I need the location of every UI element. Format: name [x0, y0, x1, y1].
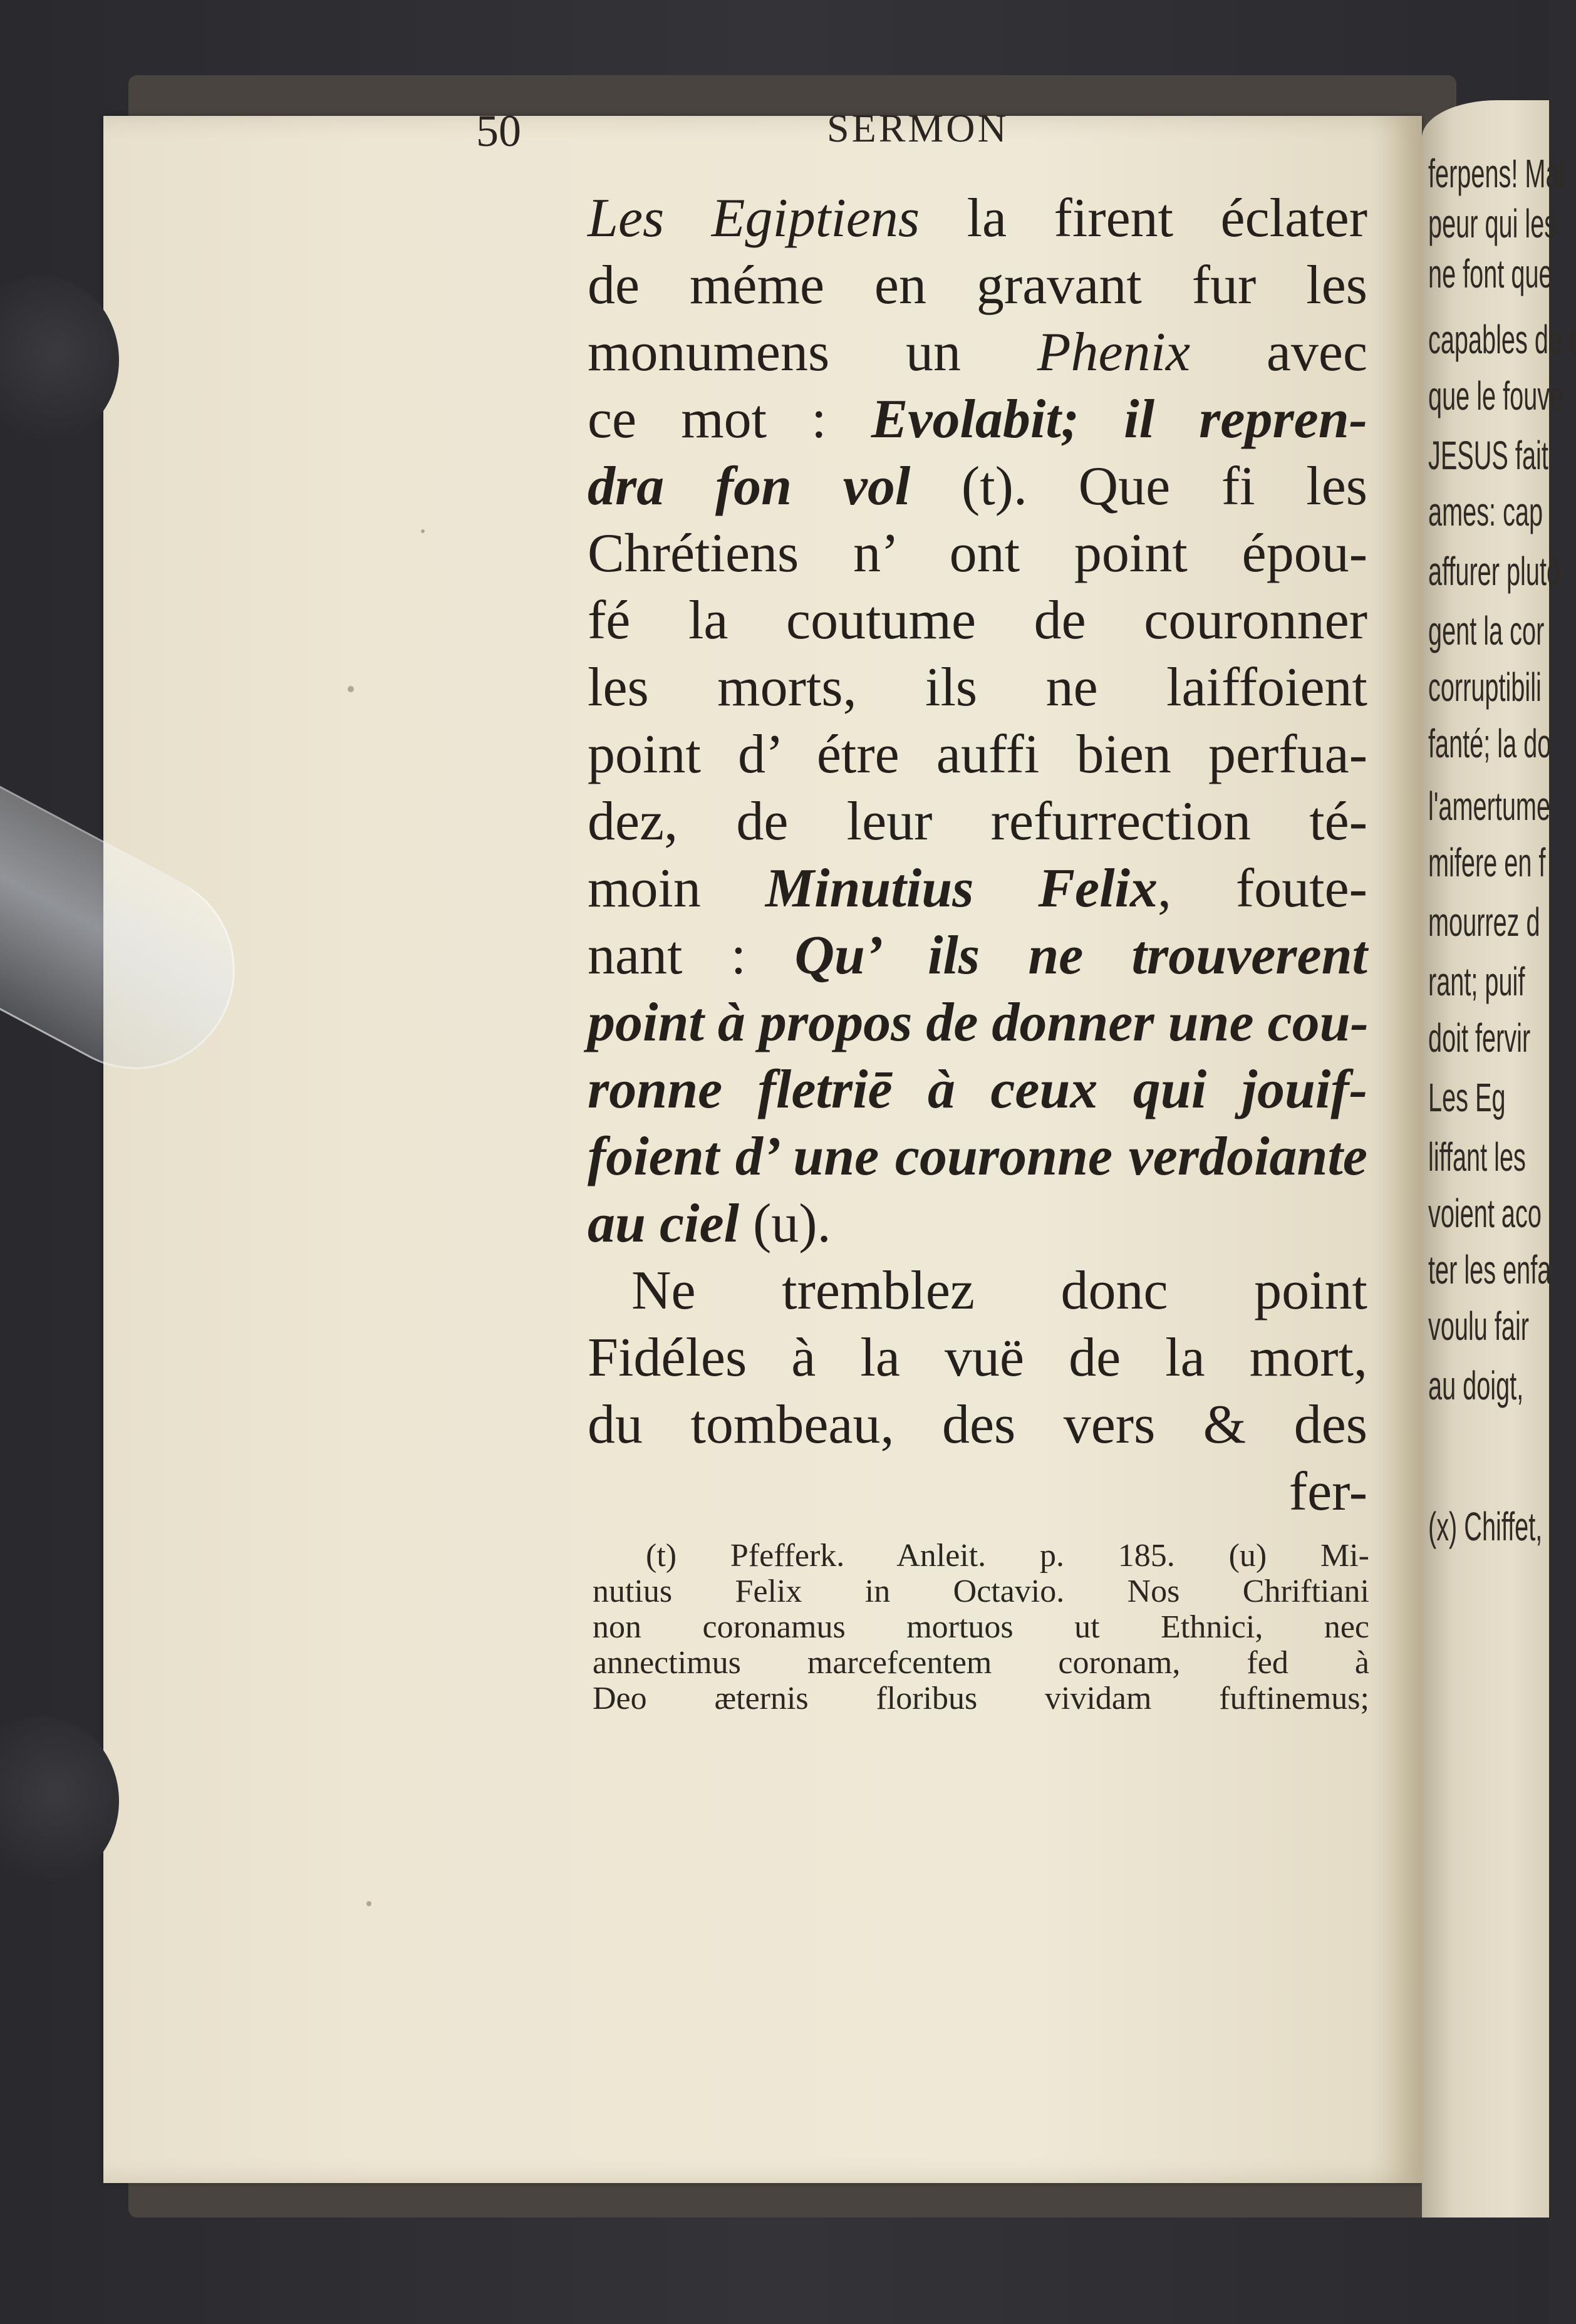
paper-speck	[366, 1901, 371, 1906]
facing-page-line: mourrez d	[1428, 900, 1540, 945]
text-line	[588, 1257, 1367, 1324]
text-line	[588, 1123, 1367, 1190]
text-run: (t). Que fi les	[910, 456, 1367, 517]
text-run: foient d’ une couronne verdoiante	[588, 1126, 1367, 1187]
body-text	[588, 185, 1367, 1525]
text-run: point d’ étre auffi bien perfua-	[588, 724, 1367, 785]
text-run: , foute-	[1157, 858, 1367, 919]
running-head: SERMON	[827, 106, 1009, 150]
facing-page-line: fanté; la do	[1428, 721, 1552, 766]
facing-page-line: doit fervir	[1428, 1015, 1531, 1061]
text-run: ce mot :	[588, 389, 871, 450]
page-header	[476, 105, 1102, 162]
text-run: Chrétiens n’ ont point épou-	[588, 523, 1367, 584]
facing-page-line: affurer plutô	[1428, 549, 1561, 594]
facing-page-line: ferpens! Mal	[1428, 151, 1565, 196]
paper-speck	[348, 686, 354, 692]
text-run: (u).	[739, 1193, 831, 1254]
text-line	[588, 989, 1367, 1056]
text-line	[588, 1458, 1367, 1525]
text-run: monumens un	[588, 322, 1037, 383]
text-line	[588, 855, 1367, 922]
footnote-line: Deo æternis floribus vividam fuftinemus;	[593, 1681, 1369, 1716]
facing-page-line: l'amertume	[1428, 784, 1551, 829]
facing-page-line: corruptibili	[1428, 665, 1542, 710]
facing-page-line: gent la cor	[1428, 608, 1545, 653]
text-run: Qu’ ils ne trouverent	[794, 925, 1367, 986]
footnote-line: non coronamus mortuos ut Ethnici, nec	[593, 1609, 1369, 1645]
text-run: au ciel	[588, 1193, 739, 1254]
facing-page-line: JESUS fait	[1428, 433, 1548, 478]
facing-page-line: au doigt,	[1428, 1363, 1524, 1408]
text-run: Phenix	[1037, 322, 1191, 383]
facing-page-line: capables de t	[1428, 317, 1576, 362]
text-run: ronne fletriē à ceux qui jouif-	[588, 1059, 1367, 1120]
facing-page-line: voient aco	[1428, 1191, 1542, 1236]
facing-page-line: ne font que	[1428, 251, 1553, 296]
footnote-line: annectimus marcefcentem coronam, fed à	[593, 1645, 1369, 1681]
facing-page-line: ames: cap	[1428, 489, 1543, 534]
text-run: dra fon vol	[588, 456, 911, 517]
text-run: nant :	[588, 925, 795, 986]
text-line	[588, 1324, 1367, 1391]
text-line	[588, 185, 1367, 252]
text-run: de méme en gravant fur les	[588, 255, 1367, 316]
text-run: avec	[1190, 322, 1367, 383]
text-line	[588, 453, 1367, 520]
text-line	[588, 386, 1367, 453]
facing-page-line: ter les enfa	[1428, 1247, 1552, 1292]
facing-page-line: mifere en f	[1428, 840, 1546, 885]
page-number: 50	[476, 106, 521, 156]
facing-page	[1422, 100, 1576, 2218]
text-run: Minutius Felix	[765, 858, 1158, 919]
text-run: Evolabit; il repren-	[871, 389, 1367, 450]
text-line	[588, 788, 1367, 855]
facing-page-line: rant; puif	[1428, 959, 1525, 1004]
text-run: moin	[588, 858, 765, 919]
text-run: fé la coutume de couronner	[588, 590, 1367, 651]
facing-page-line: que le fouve	[1428, 373, 1564, 418]
text-run: Ne tremblez donc point	[631, 1260, 1367, 1321]
text-line	[588, 721, 1367, 788]
footnote-line: nutius Felix in Octavio. Nos Chriftiani	[593, 1574, 1369, 1609]
footnotes	[593, 1538, 1369, 1716]
text-run: la firent éclater	[920, 188, 1367, 249]
text-line	[588, 252, 1367, 319]
paper-speck	[421, 529, 425, 533]
text-line	[588, 1391, 1367, 1458]
text-line	[588, 1056, 1367, 1123]
text-line	[588, 520, 1367, 587]
facing-page-line: Les Eg	[1428, 1075, 1506, 1120]
text-run: les morts, ils ne laiffoient	[588, 657, 1367, 718]
text-line	[588, 319, 1367, 386]
facing-page-line: liffant les	[1428, 1134, 1526, 1180]
text-run: dez, de leur refurrection té-	[588, 791, 1367, 852]
text-run: du tombeau, des vers & des	[588, 1394, 1367, 1455]
text-line	[588, 922, 1367, 989]
facing-page-line: voulu fair	[1428, 1304, 1530, 1349]
text-line	[588, 654, 1367, 721]
text-run: Fidéles à la vuë de la mort,	[588, 1327, 1367, 1388]
footnote-line: (t) Pfefferk. Anleit. p. 185. (u) Mi-	[646, 1538, 1369, 1574]
text-line	[588, 587, 1367, 654]
facing-page-line: (x) Chiffet,	[1428, 1504, 1543, 1549]
text-run: point à propos de donner une cou-	[588, 992, 1369, 1053]
text-run: Les Egiptiens	[588, 188, 920, 249]
text-line	[588, 1190, 1367, 1257]
facing-page-line: peur qui les	[1428, 201, 1557, 246]
text-run: fer-	[1288, 1461, 1367, 1522]
